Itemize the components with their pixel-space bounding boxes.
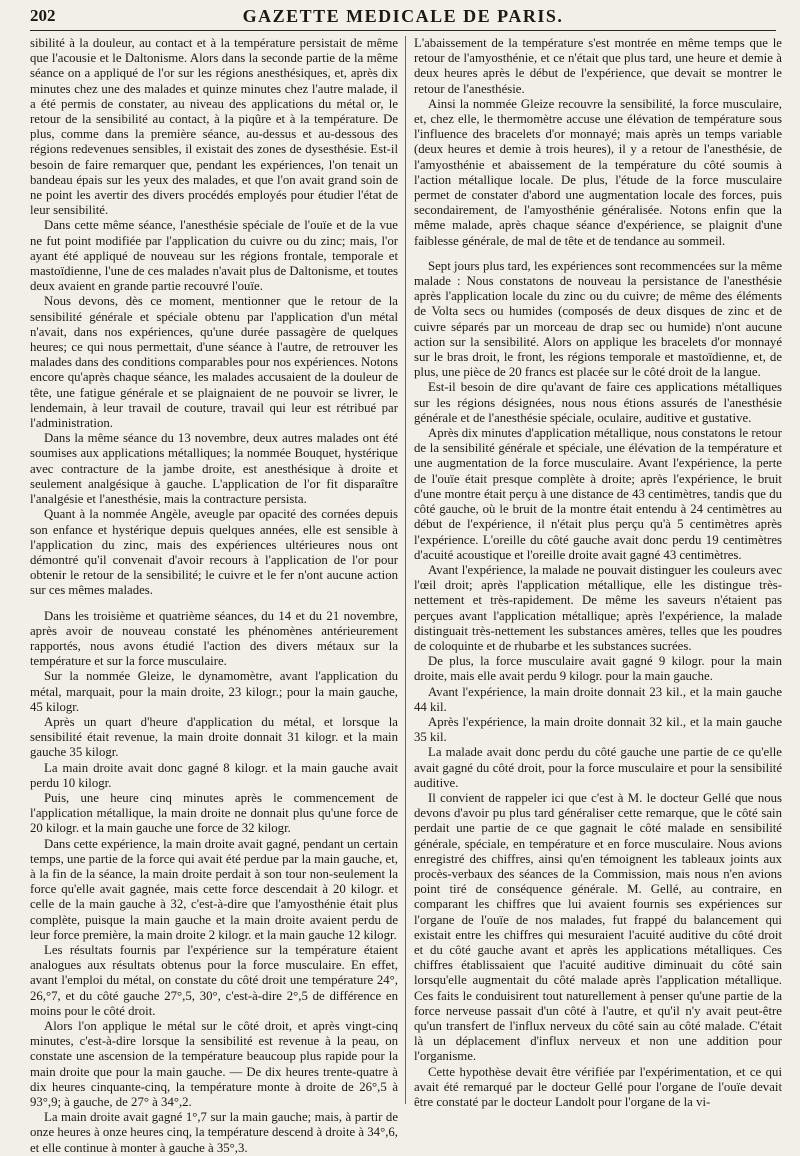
paragraph: Dans la même séance du 13 novembre, deux autres malades ont été soumises aux applications métalliques; la nommée Bouquet, hystérique avec contracture de la jambe droite, est anesthésique à droite et seulement analgésique à gauche. L'application de l'or fit disparaître l'analgésie et l'anesthésie, mais la contracture persista.: [30, 431, 398, 507]
paragraph: Quant à la nommée Angèle, aveugle par opacité des cornées depuis son enfance et hystérique depuis quelques années, elle est sensible à l'application du zinc, mais des expériences ultérieures nous ont démontré qu'il convenait d'avoir recours à l'application de l'or pour obtenir le retour de la sensibilité; le cuivre et le fer n'ont aucune action sur ces mêmes malades.: [30, 507, 398, 598]
paragraph: Ainsi la nommée Gleize recouvre la sensibilité, la force musculaire, et, chez elle, le thermomètre accuse une élévation de température sous l'influence des bracelets d'or monnayé; mais après un temps variable (deux heures et demie à trois heures), il y a retour de l'anesthésie, de l'amyosthénie et abaissement de la température du côté soumis à l'action métallique locale. De plus, l'étude de la force musculaire permet de constater d'abord une augmentation locale des forces, puis secondairement, de l'amyosthénie généralisée. Notons enfin que la même malade, après chaque séance d'expérience, se plaignit d'une faiblesse générale, de mal de tête et de tendance au sommeil.: [414, 96, 782, 248]
paragraph: De plus, la force musculaire avait gagné 9 kilogr. pour la main droite, mais elle avait perdu 9 kilogr. pour la main gauche.: [414, 654, 782, 684]
paragraph: Dans cette expérience, la main droite avait gagné, pendant un certain temps, une partie de la force qui avait été perdue par la main gauche, et, à la fin de la séance, la main droite perdait à son tour non-seulement la force qu'elle avait gagnée, mais cette force descendait à 20 kilogr. et celle de la main gauche à 32, c'est-à-dire que l'amyosthénie était plus complète, puisque la main gauche et la main droite avaient perdu de leur force première, la main droite 2 kilogr. et la main gauche 12 kilogr.: [30, 836, 398, 942]
column-divider: [405, 36, 406, 1104]
paragraph: Dans cette même séance, l'anesthésie spéciale de l'ouïe et de la vue ne fut point modifiée par l'application du cuivre ou du zinc; mais, l'or ayant été appliqué de nouveau sur les régions frontale, temporale et mastoïdienne, l'une de ces malades n'avait plus de Daltonisme, et toutes deux avaient en grande partie recouvré l'ouïe.: [30, 218, 398, 294]
paragraph: Dans les troisième et quatrième séances, du 14 et du 21 novembre, après avoir de nouveau constaté les phénomènes antérieurement rapportés, nous avons étudié l'action des divers métaux sur la température et sur la force musculaire.: [30, 608, 398, 669]
left-column: [30, 36, 398, 1155]
paragraph: Après l'expérience, la main droite donnait 32 kil., et la main gauche 35 kil.: [414, 714, 782, 745]
journal-title: GAZETTE MEDICALE DE PARIS.: [242, 6, 564, 26]
paragraph: Nous devons, dès ce moment, mentionner que le retour de la sensibilité générale et spéciale obtenu par l'application d'un métal n'avait, dans nos expériences, qu'une durée passagère de quelques heures; ce qui nous permettait, d'une séance à l'autre, de retrouver les malades dans des conditions comparables pour nos expériences. Notons encore qu'après chaque séance, les malades accusaient de la douleur de tête, une fatigue générale et se plaignaient de ne pouvoir se livrer, le lendemain, à leur travail de couture, travail qui leur est rétribué par l'administration.: [30, 294, 398, 431]
paragraph: Il convient de rappeler ici que c'est à M. le docteur Gellé que nous devons d'avoir pu plus tard généraliser cette remarque, que le côté sain perdait une partie de ce que gagnait le côté malade en sensibilité générale, spéciale, en température et en force musculaire. Nous avions enregistré des chiffres, ainsi qu'en témoignent les tableaux joints aux procès-verbaux des séances de la Commission, mais nous n'en avions point tiré de conséquence générale. M. Gellé, au contraire, en comparant les chiffres que lui avaient fournis ses expériences sur l'organe de l'ouïe de nos malades, fut frappé du balancement qui existait entre les chiffres qui mesuraient l'acuité auditive du côté droit et du côté gauche avant et après les applications métalliques. Ces chiffres établissaient que l'acuité auditive diminuait du côté sain lorsqu'elle augmentait du côté malade après l'application métallique. Ces faits le conduisirent tout naturellement à penser qu'une partie de la force nerveuse passait d'un côté à l'autre, et qu'il n'y avait peut-être qu'un transfert de l'influx nerveux du côté sain au côté malade. C'était là un déplacement d'influx nerveux et non une addition pour l'organisme.: [414, 790, 782, 1064]
paragraph: sibilité à la douleur, au contact et à la température persistait de même que l'acousie et le Daltonisme. Alors dans la seconde partie de la même séance on a appliqué de l'or sur les régions anesthésiques, et, après dix minutes chez une des malades et quinze minutes chez l'autre malade, il a été permis de constater, au niveau des applications du métal or, le retour de la sensibilité au contact, à la piqûre et à la température. De plus, comme dans la première séance, au-dessus et au-dessous des régions redevenues sensibles, il existait des zones de dysesthésie. Est-il besoin de faire remarquer que, pendant les expériences, l'on tenait un bandeau épais sur les yeux des malades, et que l'on avait grand soin de ne point les avertir des divers procédés employés pour étudier l'état de leur sensibilité.: [30, 36, 398, 218]
paragraph: Est-il besoin de dire qu'avant de faire ces applications métalliques sur les régions désignées, nous nous étions assurés de l'anesthésie générale et de l'anesthésie spéciale, oculaire, auditive et gustative.: [414, 380, 782, 425]
paragraph: Sur la nommée Gleize, le dynamomètre, avant l'application du métal, marquait, pour la main droite, 23 kilogr.; pour la main gauche, 45 kilogr.: [30, 669, 398, 714]
paragraph: Puis, une heure cinq minutes après le commencement de l'application métallique, la main droite ne donnait plus qu'une force de 20 kilogr. et la main gauche une force de 32 kilogr.: [30, 790, 398, 836]
paragraph: Après dix minutes d'application métallique, nous constatons le retour de la sensibilité générale et spéciale, une élévation de la température et une augmentation de la force musculaire. Avant l'expérience, la perte de l'ouïe était presque complète à droite; après l'expérience, le bruit d'une montre était perçu à une distance de 43 centimètres, tandis que du côté gauche, où le bruit de la montre était entendu à 24 centimètres au début de l'expérience, il n'était plus perçu qu'à 5 centimètres après l'expérience. L'oreille du côté gauche avait donc perdu 19 centimètres d'acuité acoustique et l'oreille droite avait gagné 43 centimètres.: [414, 426, 782, 562]
right-column: [414, 36, 782, 1110]
paragraph: Cette hypothèse devait être vérifiée par l'expérimentation, et ce qui avait été remarqué par le docteur Gellé pour l'organe de l'ouïe devait être constaté par le docteur Landolt pour l'organe de la vi-: [414, 1064, 782, 1110]
page-number: 202: [30, 6, 56, 25]
paragraph: Avant l'expérience, la main droite donnait 23 kil., et la main gauche 44 kil.: [414, 684, 782, 714]
paragraph: Avant l'expérience, la malade ne pouvait distinguer les couleurs avec l'œil droit; après l'application métallique, elle les distingue très-nettement et très-rapidement. De même les saveurs n'étaient pas perçues avant l'application métallique; après l'expérience, la malade distinguait très-nettement les substances amères, telles que les poudres de coloquinte et de rhubarbe et les substances sucrées.: [414, 562, 782, 653]
paragraph: La main droite avait gagné 1°,7 sur la main gauche; mais, à partir de onze heures à onze heures cinq, la température descend à droite à 34°,6, et elle continue à monter à gauche à 35°,3.: [30, 1110, 398, 1155]
paragraph: Sept jours plus tard, les expériences sont recommencées sur la même malade : Nous constatons de nouveau la persistance de l'anesthésie après l'application locale du zinc ou du cuivre; de même des éléments de Volta secs ou humides (composés de deux disques de zinc et de cuivre séparés par un morceau de drap sec ou humide) n'ont aucune action sur la sensibilité. Alors on applique les bracelets d'or monnayé sur le bras droit, le front, les régions temporale et mastoïdienne, et, de plus, une pièce de 20 francs est placée sur le côté droit de la langue.: [414, 258, 782, 380]
paragraph: La malade avait donc perdu du côté gauche une partie de ce qu'elle avait gagné du côté droit, pour la force musculaire et pour la sensibilité auditive.: [414, 745, 782, 790]
paragraph: Les résultats fournis par l'expérience sur la température étaient analogues aux résultats obtenus pour la force musculaire. En effet, avant l'emploi du métal, on constate du côté droit une température 24°, 26,°7, et du côté gauche 27°,5, 30°, c'est-à-dire 2°,5 de différence en moins pour le côté droit.: [30, 942, 398, 1018]
paragraph: L'abaissement de la température s'est montrée en même temps que le retour de l'amyosthénie, et ce n'était que plus tard, une heure et demie à deux heures après le début de l'expérience, que devait se montrer le retour de l'anesthésie.: [414, 36, 782, 96]
paragraph: La main droite avait donc gagné 8 kilogr. et la main gauche avait perdu 10 kilogr.: [30, 760, 398, 790]
paragraph: Alors l'on applique le métal sur le côté droit, et après vingt-cinq minutes, c'est-à-dire lorsque la sensibilité est revenue à la peau, on constate une ascension de la température beaucoup plus rapide pour la main droite que pour la main gauche. — De dix heures trente-quatre à dix heures cinquante-cinq, la température monte à droite de 26°,5 à 93°,9; à gauche, de 27° à 34°,2.: [30, 1019, 398, 1110]
page-header: [30, 4, 776, 31]
paragraph: Après un quart d'heure d'application du métal, et lorsque la sensibilité était revenue, la main droite donnait 31 kilogr. et la main gauche 35 kilogr.: [30, 714, 398, 760]
